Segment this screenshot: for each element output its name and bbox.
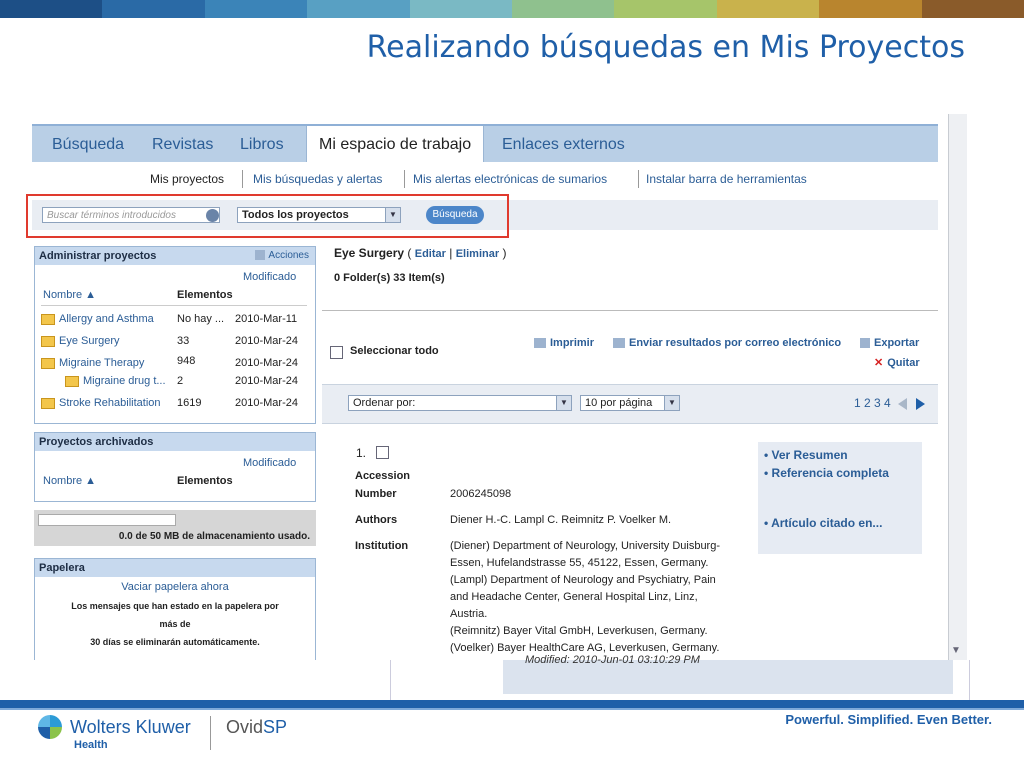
print-button[interactable]	[534, 337, 594, 349]
project-name: Migraine Therapy	[59, 357, 145, 369]
project-header: Eye Surgery ( Editar | Eliminar )	[334, 246, 507, 260]
search-input[interactable]: Buscar términos introducidos	[42, 207, 220, 223]
sub-nav	[32, 172, 938, 192]
accession-label-1: Accession	[355, 470, 411, 482]
search-button[interactable]: Búsqueda	[426, 206, 484, 224]
project-row-name[interactable]	[41, 357, 144, 369]
accession-value: 2006245098	[450, 488, 512, 500]
gear-icon	[255, 250, 265, 260]
institution-line: (Diener) Department of Neurology, University Duisburg-	[450, 540, 721, 552]
remove-label: Quitar	[887, 357, 920, 369]
band-segment	[410, 0, 512, 18]
top-color-band	[0, 0, 1024, 18]
next-page-icon[interactable]	[916, 398, 925, 410]
folder-icon	[41, 398, 55, 409]
band-segment	[205, 0, 307, 18]
ovidsp-logo	[226, 717, 287, 738]
footer-accent	[0, 708, 1024, 710]
main-nav	[32, 124, 938, 162]
col-name[interactable]: Nombre ▲	[43, 289, 97, 301]
project-row-name[interactable]	[41, 313, 154, 325]
overlay-panel	[503, 654, 953, 694]
pagination	[854, 396, 925, 410]
band-segment	[819, 0, 921, 18]
export-button[interactable]	[860, 337, 919, 349]
edit-link[interactable]: Editar	[414, 248, 446, 260]
project-summary: 0 Folder(s) 33 Item(s)	[334, 272, 445, 284]
scroll-down-icon[interactable]: ▼	[951, 645, 961, 656]
divider	[322, 310, 938, 311]
manage-projects-heading: Administrar proyectos	[39, 250, 157, 262]
project-row-items: 33	[177, 335, 190, 347]
col-items: Elementos	[177, 289, 233, 301]
email-icon	[613, 338, 625, 348]
project-title: Eye Surgery	[334, 246, 405, 260]
empty-trash-link[interactable]: Vaciar papelera ahora	[121, 581, 229, 593]
close-icon: ✕	[874, 357, 884, 369]
divider	[210, 716, 211, 750]
export-label: Exportar	[874, 337, 920, 349]
band-segment	[922, 0, 1024, 18]
subnav-instalar-barra[interactable]: Instalar barra de herramientas	[646, 172, 807, 186]
trash-title: Papelera	[35, 559, 315, 577]
delete-link[interactable]: Eliminar	[455, 248, 500, 260]
project-row-date: 2010-Mar-24	[235, 397, 298, 409]
band-segment	[0, 0, 102, 18]
manage-projects-title	[35, 247, 315, 265]
col-items: Elementos	[177, 475, 233, 487]
sort-value: Ordenar por:	[353, 397, 416, 409]
chevron-down-icon: ▼	[556, 396, 571, 410]
institution-value	[450, 538, 720, 657]
subnav-divider	[242, 170, 243, 188]
actions-link[interactable]	[255, 247, 309, 265]
project-row-date: 2010-Mar-24	[235, 357, 298, 369]
project-name: Stroke Rehabilitation	[59, 397, 161, 409]
prev-page-icon[interactable]	[898, 398, 907, 410]
folder-icon	[65, 376, 79, 387]
record-links-box	[758, 442, 922, 554]
manage-projects-panel	[34, 246, 316, 424]
export-icon	[860, 338, 870, 348]
chevron-down-icon: ▼	[664, 396, 679, 410]
subnav-divider	[404, 170, 405, 188]
vertical-scrollbar[interactable]	[948, 114, 967, 660]
institution-line: (Voelker) Bayer HealthCare AG, Leverkusen, Germany.	[450, 642, 720, 654]
project-name: Eye Surgery	[59, 335, 120, 347]
slide-title: Realizando búsquedas en Mis Proyectos	[366, 30, 965, 65]
subnav-mis-busquedas[interactable]: Mis búsquedas y alertas	[253, 172, 383, 186]
per-page-value: 10 por página	[585, 397, 653, 409]
project-row-date: 2010-Mar-11	[235, 313, 298, 325]
brand-health: Health	[74, 739, 108, 751]
trash-note-line1: Los mensajes que han estado en la papelera por	[71, 601, 279, 611]
band-segment	[512, 0, 614, 18]
band-segment	[614, 0, 716, 18]
link-articulo-citado[interactable]: • Artículo citado en...	[764, 516, 883, 530]
sp-text: SP	[263, 717, 288, 737]
project-row-items: No hay ...	[177, 313, 225, 325]
trash-panel	[34, 558, 316, 660]
col-name[interactable]: Nombre ▲	[43, 475, 97, 487]
printer-icon	[534, 338, 546, 348]
per-page-select[interactable]	[580, 395, 680, 411]
authors-value: Diener H.-C. Lampl C. Reimnitz P. Voelker M.	[450, 514, 672, 526]
archived-projects-panel	[34, 432, 316, 502]
accession-label-2: Number	[355, 488, 397, 500]
tab-revistas[interactable]: Revistas	[152, 136, 214, 153]
institution-line: (Reimnitz) Bayer Vital GmbH, Leverkusen, Germany.	[450, 625, 708, 637]
modified-text: Modified: 2010-Jun-01 03:10:29 PM	[525, 654, 700, 666]
divider	[41, 305, 307, 306]
institution-line: and Headache Center, General Hospital Linz, Linz,	[450, 591, 698, 603]
archived-projects-title: Proyectos archivados	[35, 433, 315, 451]
project-name: Migraine drug t...	[83, 375, 166, 387]
project-row-name[interactable]	[41, 335, 120, 347]
storage-usage	[34, 510, 316, 546]
record-number: 1.	[356, 446, 367, 460]
tab-busqueda[interactable]: Búsqueda	[52, 136, 125, 153]
tab-mi-espacio[interactable]: Mi espacio de trabajo	[306, 126, 484, 162]
actions-label: Acciones	[268, 250, 309, 261]
chevron-down-icon: ▼	[385, 208, 400, 222]
band-segment	[307, 0, 409, 18]
storage-bar	[38, 514, 176, 526]
project-row-name[interactable]	[65, 375, 166, 387]
page-numbers[interactable]: 1 2 3 4	[854, 396, 891, 410]
project-row-items: 948	[177, 355, 196, 367]
project-row-items: 1619	[177, 397, 202, 409]
highlight-box	[26, 194, 509, 238]
remove-button[interactable]	[874, 356, 920, 369]
project-row-name[interactable]	[41, 397, 161, 409]
ovid-text: Ovid	[226, 717, 264, 737]
folder-icon	[41, 336, 55, 347]
email-label: Enviar resultados por correo electrónico	[629, 337, 842, 349]
col-modified[interactable]: Modificado	[243, 271, 297, 283]
storage-text: 0.0 de 50 MB de almacenamiento usado.	[118, 531, 310, 542]
project-row-date: 2010-Mar-24	[235, 375, 298, 387]
brand-name: Wolters Kluwer	[70, 717, 191, 737]
project-row-items: 2	[177, 375, 184, 387]
overlay-window-fragment	[390, 654, 970, 705]
band-segment	[102, 0, 204, 18]
trash-note-line3: 30 días se eliminarán automáticamente.	[90, 637, 260, 647]
print-label: Imprimir	[550, 337, 595, 349]
folder-icon	[41, 358, 55, 369]
subnav-mis-proyectos[interactable]: Mis proyectos	[150, 172, 225, 186]
email-results-button[interactable]	[613, 337, 841, 349]
footer-tagline: Powerful. Simplified. Even Better.	[785, 712, 992, 727]
authors-label: Authors	[355, 514, 398, 526]
institution-label: Institution	[355, 540, 409, 552]
institution-line: Austria.	[450, 608, 488, 620]
select-all-label: Seleccionar todo	[350, 345, 439, 357]
wolters-kluwer-logo-icon	[38, 715, 62, 739]
link-referencia-completa[interactable]: • Referencia completa	[764, 466, 889, 480]
band-segment	[717, 0, 819, 18]
link-ver-resumen[interactable]: • Ver Resumen	[764, 448, 848, 462]
tab-enlaces-externos[interactable]: Enlaces externos	[502, 136, 625, 153]
subnav-alertas[interactable]: Mis alertas electrónicas de sumarios	[413, 172, 608, 186]
project-name: Allergy and Asthma	[59, 313, 154, 325]
institution-line: (Lampl) Department of Neurology and Psychiatry, Pain	[450, 574, 716, 586]
col-modified[interactable]: Modificado	[243, 457, 297, 469]
project-scope-value: Todos los proyectos	[242, 209, 349, 221]
select-all-checkbox[interactable]	[330, 346, 343, 359]
folder-icon	[41, 314, 55, 325]
sort-bar	[322, 384, 938, 424]
sort-select[interactable]	[348, 395, 572, 411]
subnav-divider	[638, 170, 639, 188]
project-row-date: 2010-Mar-24	[235, 335, 298, 347]
tab-libros[interactable]: Libros	[240, 136, 284, 153]
institution-line: Essen, Hufelandstrasse 55, 45122, Essen, Germany.	[450, 557, 709, 569]
footer-bar	[0, 700, 1024, 708]
trash-note-line2: más de	[159, 619, 191, 629]
record-checkbox[interactable]	[376, 446, 389, 459]
